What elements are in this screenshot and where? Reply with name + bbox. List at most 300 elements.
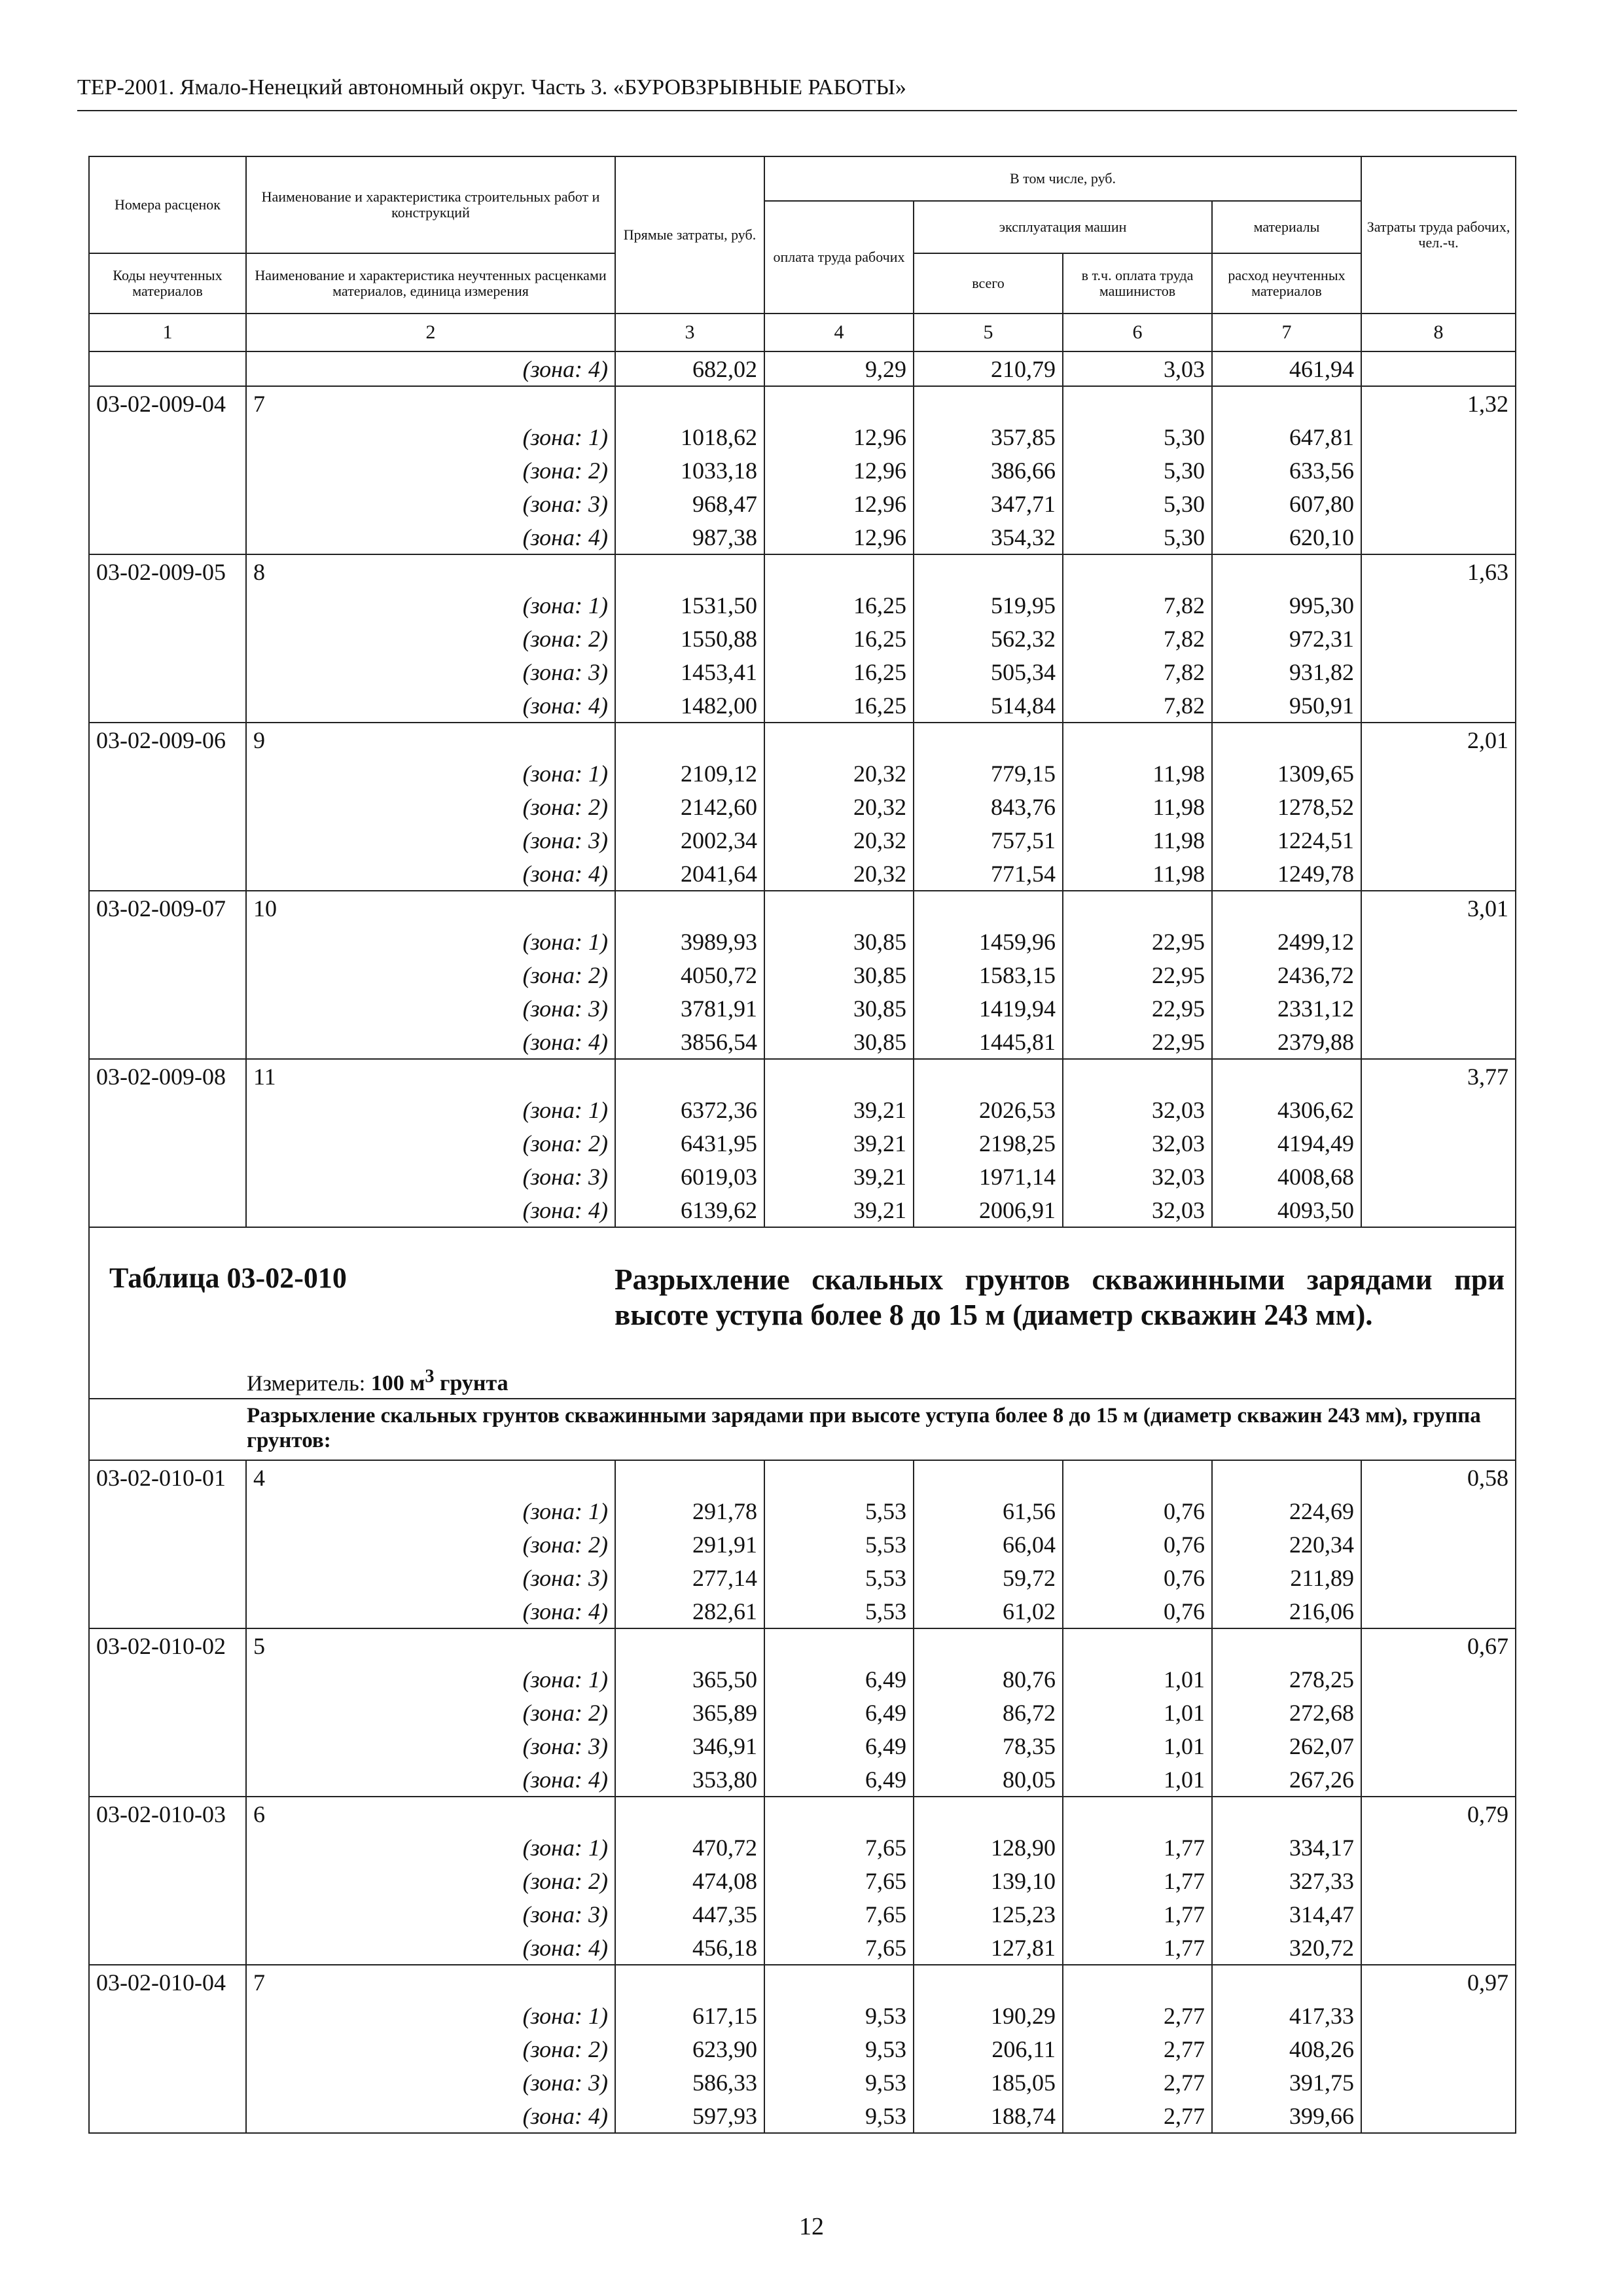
zone-row <box>89 790 1516 823</box>
zone-row <box>89 520 1516 554</box>
labor-pay-value: 16,25 <box>764 655 914 689</box>
machines-total-value: 505,34 <box>914 655 1063 689</box>
machines-total-value: 386,66 <box>914 454 1063 487</box>
machines-total-value: 78,35 <box>914 1729 1063 1763</box>
col-number: 2 <box>246 314 615 351</box>
rate-code: 03-02-009-05 <box>89 554 246 588</box>
materials-value: 334,17 <box>1212 1831 1361 1864</box>
zone-label: (зона: 4) <box>246 1931 615 1965</box>
direct-costs-value: 1453,41 <box>615 655 764 689</box>
rate-row <box>89 386 1516 420</box>
labor-pay-value: 12,96 <box>764 520 914 554</box>
driver-pay-value: 32,03 <box>1063 1126 1212 1160</box>
materials-value: 391,75 <box>1212 2066 1361 2099</box>
rate-code: 03-02-009-07 <box>89 891 246 925</box>
zone-row <box>89 622 1516 655</box>
direct-costs-value: 2109,12 <box>615 757 764 790</box>
zone-label: (зона: 4) <box>246 351 615 386</box>
zone-label: (зона: 1) <box>246 588 615 622</box>
machines-total-value: 2006,91 <box>914 1193 1063 1227</box>
zone-label: (зона: 2) <box>246 622 615 655</box>
labor-pay-value: 39,21 <box>764 1193 914 1227</box>
zone-row <box>89 1763 1516 1797</box>
labor-costs-value: 1,63 <box>1361 554 1516 588</box>
materials-value: 972,31 <box>1212 622 1361 655</box>
rates-table-03-02-009 <box>89 351 1516 1227</box>
direct-costs-value: 1482,00 <box>615 689 764 723</box>
machines-total-value: 2026,53 <box>914 1093 1063 1126</box>
driver-pay-value: 1,01 <box>1063 1729 1212 1763</box>
driver-pay-value: 5,30 <box>1063 454 1212 487</box>
rate-row <box>89 1059 1516 1093</box>
materials-value: 320,72 <box>1212 1931 1361 1965</box>
direct-costs-value: 456,18 <box>615 1931 764 1965</box>
labor-costs-value: 0,67 <box>1361 1628 1516 1662</box>
labor-pay-value: 20,32 <box>764 857 914 891</box>
direct-costs-value: 1018,62 <box>615 420 764 454</box>
materials-value: 931,82 <box>1212 655 1361 689</box>
labor-pay-value: 5,53 <box>764 1561 914 1594</box>
zone-row <box>89 1594 1516 1628</box>
driver-pay-value: 7,82 <box>1063 655 1212 689</box>
rates-table-03-02-010 <box>89 1460 1516 2133</box>
rate-row <box>89 1460 1516 1494</box>
machines-total-value: 562,32 <box>914 622 1063 655</box>
col-material-consumption-header: расход неучтенных материалов <box>1212 253 1361 314</box>
machines-total-value: 347,71 <box>914 487 1063 520</box>
col-machines-header: эксплуатация машин <box>914 201 1212 253</box>
labor-costs-value: 2,01 <box>1361 723 1516 757</box>
labor-pay-value: 39,21 <box>764 1160 914 1193</box>
zone-label: (зона: 4) <box>246 1025 615 1059</box>
labor-pay-value: 7,65 <box>764 1931 914 1965</box>
col-direct-costs-header: Прямые затраты, руб. <box>615 156 764 314</box>
driver-pay-value: 22,95 <box>1063 1025 1212 1059</box>
labor-costs-value: 1,32 <box>1361 386 1516 420</box>
driver-pay-value: 5,30 <box>1063 487 1212 520</box>
materials-value: 1249,78 <box>1212 857 1361 891</box>
driver-pay-value: 1,77 <box>1063 1831 1212 1864</box>
direct-costs-value: 597,93 <box>615 2099 764 2133</box>
machines-total-value: 59,72 <box>914 1561 1063 1594</box>
labor-pay-value: 6,49 <box>764 1662 914 1696</box>
machines-total-value: 128,90 <box>914 1831 1063 1864</box>
direct-costs-value: 346,91 <box>615 1729 764 1763</box>
direct-costs-value: 2002,34 <box>615 823 764 857</box>
rate-code: 03-02-010-01 <box>89 1460 246 1494</box>
price-table <box>88 156 1516 2134</box>
zone-row <box>89 1126 1516 1160</box>
zone-row <box>89 2066 1516 2099</box>
materials-value: 211,89 <box>1212 1561 1361 1594</box>
direct-costs-value: 6372,36 <box>615 1093 764 1126</box>
col-number: 7 <box>1212 314 1361 351</box>
direct-costs-value: 623,90 <box>615 2032 764 2066</box>
zone-row <box>89 757 1516 790</box>
zone-row <box>89 1831 1516 1864</box>
labor-pay-value: 30,85 <box>764 992 914 1025</box>
machines-total-value: 127,81 <box>914 1931 1063 1965</box>
labor-pay-value: 12,96 <box>764 420 914 454</box>
zone-label: (зона: 3) <box>246 1160 615 1193</box>
zone-label: (зона: 3) <box>246 2066 615 2099</box>
direct-costs-value: 447,35 <box>615 1897 764 1931</box>
zone-row <box>89 925 1516 958</box>
materials-value: 408,26 <box>1212 2032 1361 2066</box>
driver-pay-value: 5,30 <box>1063 420 1212 454</box>
zone-row <box>89 2032 1516 2066</box>
materials-value: 1224,51 <box>1212 823 1361 857</box>
machines-total-value: 190,29 <box>914 1999 1063 2032</box>
machines-total-value: 210,79 <box>914 351 1063 386</box>
col-driver-pay-header: в т.ч. оплата труда машинистов <box>1063 253 1212 314</box>
labor-costs-value: 0,79 <box>1361 1797 1516 1831</box>
rate-code: 03-02-010-04 <box>89 1965 246 1999</box>
labor-pay-value: 16,25 <box>764 588 914 622</box>
labor-pay-value: 12,96 <box>764 487 914 520</box>
soil-group-intro: Разрыхление скальных грунтов скважинными зарядами при высоте уступа более 8 до 15 м (диаметр скважин 243 мм), группа грунтов: <box>89 1399 1516 1460</box>
rate-row <box>89 1965 1516 1999</box>
driver-pay-value: 1,01 <box>1063 1662 1212 1696</box>
machines-total-value: 66,04 <box>914 1528 1063 1561</box>
materials-value: 4093,50 <box>1212 1193 1361 1227</box>
materials-value: 2436,72 <box>1212 958 1361 992</box>
machines-total-value: 185,05 <box>914 2066 1063 2099</box>
materials-value: 314,47 <box>1212 1897 1361 1931</box>
labor-pay-value: 20,32 <box>764 823 914 857</box>
zone-row <box>89 1696 1516 1729</box>
driver-pay-value: 22,95 <box>1063 925 1212 958</box>
direct-costs-value: 6431,95 <box>615 1126 764 1160</box>
machines-total-value: 2198,25 <box>914 1126 1063 1160</box>
zone-label: (зона: 2) <box>246 958 615 992</box>
zone-label: (зона: 1) <box>246 420 615 454</box>
direct-costs-value: 6019,03 <box>615 1160 764 1193</box>
rate-row <box>89 554 1516 588</box>
direct-costs-value: 353,80 <box>615 1763 764 1797</box>
machines-total-value: 125,23 <box>914 1897 1063 1931</box>
driver-pay-value: 7,82 <box>1063 622 1212 655</box>
col-material-name-header: Наименование и характеристика неучтенных расценками материалов, единица измерения <box>246 253 615 314</box>
zone-label: (зона: 3) <box>246 1897 615 1931</box>
driver-pay-value: 11,98 <box>1063 790 1212 823</box>
labor-pay-value: 39,21 <box>764 1093 914 1126</box>
machines-total-value: 1419,94 <box>914 992 1063 1025</box>
driver-pay-value: 5,30 <box>1063 520 1212 554</box>
zone-row <box>89 487 1516 520</box>
materials-value: 278,25 <box>1212 1662 1361 1696</box>
col-rate-number-header: Номера расценок <box>89 156 246 253</box>
zone-label: (зона: 4) <box>246 520 615 554</box>
rate-code: 03-02-009-08 <box>89 1059 246 1093</box>
materials-value: 2499,12 <box>1212 925 1361 958</box>
materials-value: 995,30 <box>1212 588 1361 622</box>
direct-costs-value: 1531,50 <box>615 588 764 622</box>
direct-costs-value: 365,89 <box>615 1696 764 1729</box>
zone-label: (зона: 1) <box>246 1831 615 1864</box>
driver-pay-value: 7,82 <box>1063 588 1212 622</box>
soil-group: 7 <box>246 386 615 420</box>
driver-pay-value: 0,76 <box>1063 1494 1212 1528</box>
col-number: 5 <box>914 314 1063 351</box>
driver-pay-value: 3,03 <box>1063 351 1212 386</box>
zone-label: (зона: 3) <box>246 655 615 689</box>
zone-row <box>89 1160 1516 1193</box>
soil-group: 5 <box>246 1628 615 1662</box>
machines-total-value: 139,10 <box>914 1864 1063 1897</box>
soil-group: 7 <box>246 1965 615 1999</box>
zone-row <box>89 689 1516 723</box>
rate-row <box>89 891 1516 925</box>
driver-pay-value: 0,76 <box>1063 1594 1212 1628</box>
rate-row <box>89 723 1516 757</box>
zone-label: (зона: 4) <box>246 2099 615 2133</box>
materials-value: 2331,12 <box>1212 992 1361 1025</box>
labor-pay-value: 5,53 <box>764 1528 914 1561</box>
materials-value: 224,69 <box>1212 1494 1361 1528</box>
zone-label: (зона: 1) <box>246 1999 615 2032</box>
labor-pay-value: 6,49 <box>764 1696 914 1729</box>
materials-value: 2379,88 <box>1212 1025 1361 1059</box>
zone-row <box>89 958 1516 992</box>
labor-pay-value: 30,85 <box>764 958 914 992</box>
driver-pay-value: 1,77 <box>1063 1897 1212 1931</box>
zone-label: (зона: 2) <box>246 1696 615 1729</box>
machines-total-value: 843,76 <box>914 790 1063 823</box>
direct-costs-value: 3856,54 <box>615 1025 764 1059</box>
col-number: 4 <box>764 314 914 351</box>
driver-pay-value: 1,01 <box>1063 1763 1212 1797</box>
col-material-codes-header: Коды неучтенных материалов <box>89 253 246 314</box>
labor-pay-value: 9,53 <box>764 2066 914 2099</box>
col-labor-pay-header: оплата труда рабочих <box>764 201 914 314</box>
direct-costs-value: 6139,62 <box>615 1193 764 1227</box>
rate-row <box>89 1797 1516 1831</box>
direct-costs-value: 3989,93 <box>615 925 764 958</box>
materials-value: 950,91 <box>1212 689 1361 723</box>
zone-row <box>89 857 1516 891</box>
table-header <box>89 156 1516 351</box>
driver-pay-value: 1,77 <box>1063 1864 1212 1897</box>
zone-label: (зона: 2) <box>246 1126 615 1160</box>
zone-row <box>89 1729 1516 1763</box>
rate-row <box>89 1628 1516 1662</box>
zone-label: (зона: 1) <box>246 757 615 790</box>
zone-row <box>89 1494 1516 1528</box>
materials-value: 4194,49 <box>1212 1126 1361 1160</box>
zone-label: (зона: 1) <box>246 1494 615 1528</box>
labor-pay-value: 20,32 <box>764 757 914 790</box>
materials-value: 327,33 <box>1212 1864 1361 1897</box>
zone-row <box>89 2099 1516 2133</box>
labor-pay-value: 7,65 <box>764 1831 914 1864</box>
driver-pay-value: 11,98 <box>1063 757 1212 790</box>
zone-row <box>89 588 1516 622</box>
machines-total-value: 61,02 <box>914 1594 1063 1628</box>
col-number: 3 <box>615 314 764 351</box>
materials-value: 647,81 <box>1212 420 1361 454</box>
driver-pay-value: 0,76 <box>1063 1561 1212 1594</box>
zone-row <box>89 1193 1516 1227</box>
driver-pay-value: 11,98 <box>1063 857 1212 891</box>
zone-row <box>89 1999 1516 2032</box>
materials-value: 262,07 <box>1212 1729 1361 1763</box>
zone-row <box>89 1025 1516 1059</box>
driver-pay-value: 2,77 <box>1063 2066 1212 2099</box>
zone-label: (зона: 4) <box>246 1763 615 1797</box>
soil-group: 8 <box>246 554 615 588</box>
col-labor-costs-header: Затраты труда рабочих, чел.-ч. <box>1361 156 1516 314</box>
driver-pay-value: 32,03 <box>1063 1160 1212 1193</box>
labor-pay-value: 30,85 <box>764 925 914 958</box>
zone-label: (зона: 1) <box>246 925 615 958</box>
zone-label: (зона: 3) <box>246 487 615 520</box>
machines-total-value: 771,54 <box>914 857 1063 891</box>
driver-pay-value: 0,76 <box>1063 1528 1212 1561</box>
materials-value: 1309,65 <box>1212 757 1361 790</box>
zone-label: (зона: 3) <box>246 823 615 857</box>
zone-label: (зона: 2) <box>246 2032 615 2066</box>
driver-pay-value: 1,01 <box>1063 1696 1212 1729</box>
driver-pay-value: 32,03 <box>1063 1093 1212 1126</box>
zone-label: (зона: 2) <box>246 1864 615 1897</box>
materials-value: 267,26 <box>1212 1763 1361 1797</box>
direct-costs-value: 987,38 <box>615 520 764 554</box>
zone-row <box>89 1864 1516 1897</box>
section-title-block <box>89 1227 1516 1460</box>
driver-pay-value: 32,03 <box>1063 1193 1212 1227</box>
driver-pay-value: 2,77 <box>1063 1999 1212 2032</box>
zone-row <box>89 1662 1516 1696</box>
direct-costs-value: 470,72 <box>615 1831 764 1864</box>
rate-code: 03-02-009-06 <box>89 723 246 757</box>
zone-row <box>89 992 1516 1025</box>
zone-row <box>89 420 1516 454</box>
labor-pay-value: 12,96 <box>764 454 914 487</box>
col-machines-total-header: всего <box>914 253 1063 314</box>
driver-pay-value: 22,95 <box>1063 992 1212 1025</box>
zone-label: (зона: 2) <box>246 454 615 487</box>
running-header: ТЕР-2001. Ямало-Ненецкий автономный округ. Часть 3. «БУРОВЗРЫВНЫЕ РАБОТЫ» <box>77 71 1517 111</box>
direct-costs-value: 1033,18 <box>615 454 764 487</box>
direct-costs-value: 682,02 <box>615 351 764 386</box>
labor-pay-value: 7,65 <box>764 1864 914 1897</box>
machines-total-value: 188,74 <box>914 2099 1063 2133</box>
materials-value: 1278,52 <box>1212 790 1361 823</box>
direct-costs-value: 1550,88 <box>615 622 764 655</box>
machines-total-value: 86,72 <box>914 1696 1063 1729</box>
zone-label: (зона: 3) <box>246 992 615 1025</box>
zone-row <box>89 1931 1516 1965</box>
machines-total-value: 1583,15 <box>914 958 1063 992</box>
zone-row <box>89 655 1516 689</box>
labor-pay-value: 39,21 <box>764 1126 914 1160</box>
zone-row <box>89 1528 1516 1561</box>
soil-group: 4 <box>246 1460 615 1494</box>
col-number: 1 <box>89 314 246 351</box>
zone-label: (зона: 1) <box>246 1662 615 1696</box>
direct-costs-value: 2041,64 <box>615 857 764 891</box>
zone-row <box>89 1093 1516 1126</box>
labor-pay-value: 30,85 <box>764 1025 914 1059</box>
machines-total-value: 1971,14 <box>914 1160 1063 1193</box>
machines-total-value: 206,11 <box>914 2032 1063 2066</box>
labor-pay-value: 9,53 <box>764 1999 914 2032</box>
materials-value: 607,80 <box>1212 487 1361 520</box>
machines-total-value: 514,84 <box>914 689 1063 723</box>
soil-group: 11 <box>246 1059 615 1093</box>
zone-row <box>89 1561 1516 1594</box>
materials-value: 633,56 <box>1212 454 1361 487</box>
zone-label: (зона: 4) <box>246 1193 615 1227</box>
zone-label: (зона: 2) <box>246 1528 615 1561</box>
page-number: 12 <box>799 2213 824 2240</box>
zone-row <box>89 1897 1516 1931</box>
labor-costs-value: 0,97 <box>1361 1965 1516 1999</box>
table-description-title: Разрыхление скальных грунтов скважинными зарядами при высоте уступа более 8 до 15 м (диаметр скважин 243 мм). <box>615 1263 1505 1331</box>
direct-costs-value: 968,47 <box>615 487 764 520</box>
materials-value: 272,68 <box>1212 1696 1361 1729</box>
unit-of-measure: Измеритель: 100 $м^3$ грунта <box>247 1367 508 1396</box>
rate-code: 03-02-010-03 <box>89 1797 246 1831</box>
zone-label: (зона: 3) <box>246 1729 615 1763</box>
materials-value: 220,34 <box>1212 1528 1361 1561</box>
machines-total-value: 61,56 <box>914 1494 1063 1528</box>
labor-costs-value: 3,77 <box>1361 1059 1516 1093</box>
labor-pay-value: 20,32 <box>764 790 914 823</box>
direct-costs-value: 291,78 <box>615 1494 764 1528</box>
materials-value: 4306,62 <box>1212 1093 1361 1126</box>
col-materials-header: материалы <box>1212 201 1361 253</box>
machines-total-value: 80,05 <box>914 1763 1063 1797</box>
machines-total-value: 354,32 <box>914 520 1063 554</box>
direct-costs-value: 282,61 <box>615 1594 764 1628</box>
direct-costs-value: 277,14 <box>615 1561 764 1594</box>
driver-pay-value: 1,77 <box>1063 1931 1212 1965</box>
zone-label: (зона: 3) <box>246 1561 615 1594</box>
driver-pay-value: 2,77 <box>1063 2099 1212 2133</box>
driver-pay-value: 22,95 <box>1063 958 1212 992</box>
driver-pay-value: 7,82 <box>1063 689 1212 723</box>
col-number: 8 <box>1361 314 1516 351</box>
labor-pay-value: 9,53 <box>764 2099 914 2133</box>
materials-value: 620,10 <box>1212 520 1361 554</box>
col-work-name-header: Наименование и характеристика строительных работ и конструкций <box>246 156 615 253</box>
direct-costs-value: 474,08 <box>615 1864 764 1897</box>
zone-label: (зона: 4) <box>246 857 615 891</box>
machines-total-value: 757,51 <box>914 823 1063 857</box>
zone-label: (зона: 2) <box>246 790 615 823</box>
materials-value: 417,33 <box>1212 1999 1361 2032</box>
labor-pay-value: 7,65 <box>764 1897 914 1931</box>
zone-row <box>89 823 1516 857</box>
labor-pay-value: 16,25 <box>764 689 914 723</box>
labor-costs-value: 0,58 <box>1361 1460 1516 1494</box>
table-number-title: Таблица 03-02-010 <box>109 1262 347 1294</box>
zone-label: (зона: 4) <box>246 689 615 723</box>
labor-pay-value: 5,53 <box>764 1494 914 1528</box>
labor-pay-value: 9,53 <box>764 2032 914 2066</box>
direct-costs-value: 365,50 <box>615 1662 764 1696</box>
machines-total-value: 779,15 <box>914 757 1063 790</box>
col-number: 6 <box>1063 314 1212 351</box>
machines-total-value: 80,76 <box>914 1662 1063 1696</box>
materials-value: 216,06 <box>1212 1594 1361 1628</box>
materials-value: 4008,68 <box>1212 1160 1361 1193</box>
materials-value: 399,66 <box>1212 2099 1361 2133</box>
direct-costs-value: 617,15 <box>615 1999 764 2032</box>
labor-pay-value: 9,29 <box>764 351 914 386</box>
